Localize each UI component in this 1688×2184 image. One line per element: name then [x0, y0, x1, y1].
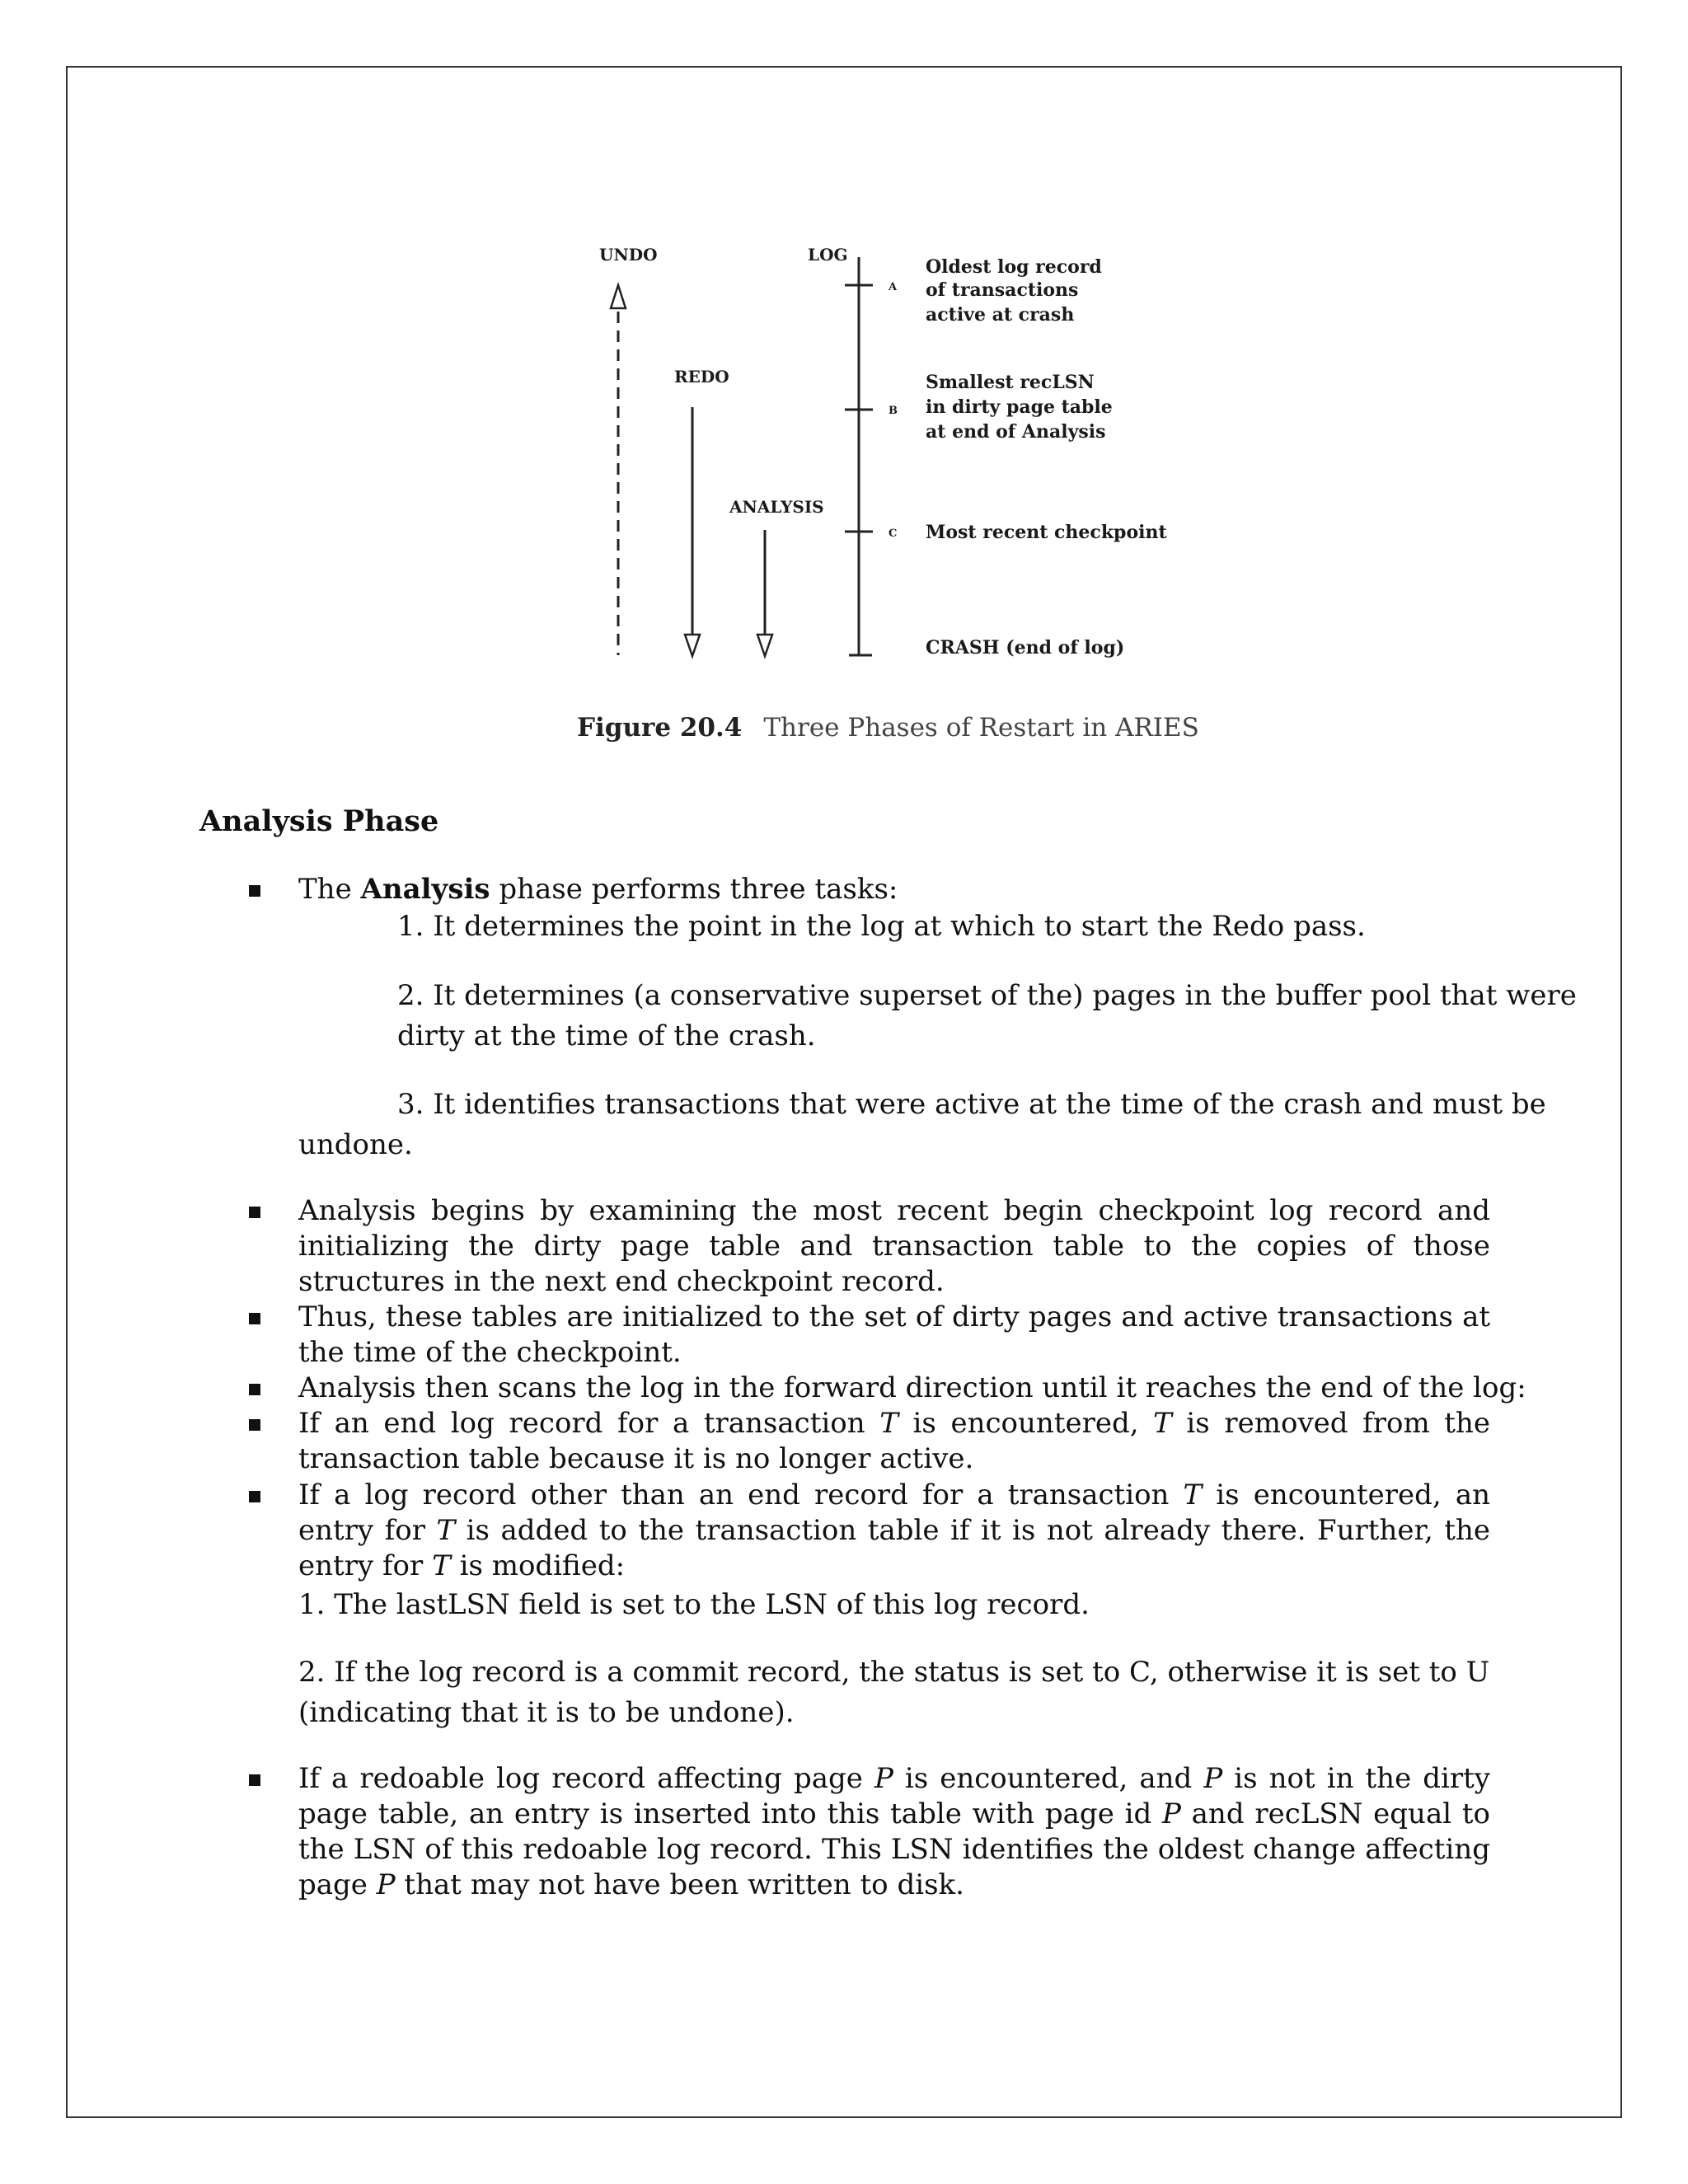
desc-crash: CRASH (end of log): [926, 637, 1125, 658]
desc-a-line1: Oldest log record: [926, 256, 1102, 278]
bullet-text: is not in the dirty page table, an entry is inserted into this table with page id: [298, 1762, 1490, 1830]
sub-item-2-line2: (indicating that it is to be undone).: [298, 1696, 795, 1729]
desc-c: Most recent checkpoint: [926, 522, 1167, 543]
var-p: P: [1203, 1762, 1223, 1795]
figure-caption: [577, 713, 1203, 743]
var-t: T: [432, 1549, 451, 1582]
mark-b: B: [889, 405, 898, 417]
var-p: P: [874, 1762, 893, 1795]
bullet-marker: [249, 1207, 260, 1218]
undo-label: UNDO: [599, 245, 658, 265]
sub-item-2-line1: 2. If the log record is a commit record, the status is set to C, otherwise it is set to U: [298, 1656, 1490, 1689]
var-t: T: [1183, 1479, 1203, 1511]
bullet-text: that may not have been written to disk.: [395, 1868, 964, 1901]
bullet-text: is modified:: [450, 1549, 626, 1582]
intro-bold-term: Analysis: [360, 873, 490, 906]
task-3-line1: 3. It identifies transactions that were active at the time of the crash and must be: [397, 1088, 1546, 1121]
task-1: 1. It determines the point in the log at which to start the Redo pass.: [397, 910, 1366, 943]
bullet-text: is added to the transaction table if it is not already there. Further, the entry for: [298, 1514, 1490, 1582]
bullet-text: is removed from the transaction table because it is no longer active.: [298, 1407, 1490, 1475]
bullet-marker: [249, 1419, 260, 1431]
bullet-text: If an end log record for a transaction: [298, 1407, 880, 1440]
figure-caption-text: Three Phases of Restart in ARIES: [763, 713, 1199, 743]
task-2-line2: dirty at the time of the crash.: [397, 1019, 816, 1052]
aries-restart-diagram: [0, 0, 1688, 742]
undo-arrowhead-icon: [611, 285, 626, 308]
analysis-label: ANALYSIS: [729, 497, 824, 517]
bullet-paragraph: [298, 1478, 1490, 1584]
intro-text: The: [298, 873, 361, 906]
mark-c: C: [889, 527, 898, 540]
bullet-text: If a log record other than an end record for a transaction: [298, 1479, 1184, 1511]
var-t: T: [879, 1407, 898, 1440]
intro-text-end: phase performs three tasks:: [490, 873, 898, 906]
bullet-paragraph: [298, 1761, 1490, 1903]
analysis-arrowhead-icon: [757, 635, 772, 656]
figure-caption-number: Figure 20.4: [577, 713, 743, 743]
bullet-paragraph: Thus, these tables are initialized to the set of dirty pages and active transactions at the time of the checkpoint.: [298, 1301, 1490, 1369]
desc-b-line3: at end of Analysis: [926, 421, 1106, 443]
task-3-line2: undone.: [298, 1128, 413, 1161]
var-t: T: [436, 1514, 456, 1547]
desc-b-line1: Smallest recLSN: [926, 372, 1095, 393]
redo-arrowhead-icon: [685, 635, 700, 656]
mark-a: A: [889, 281, 898, 293]
bullet-text: is encountered, an entry for: [298, 1479, 1490, 1547]
redo-label: REDO: [674, 367, 729, 387]
section-heading: Analysis Phase: [199, 804, 439, 838]
bullet-paragraph: [298, 1406, 1490, 1477]
bullet-paragraph: Analysis then scans the log in the forward direction until it reaches the end of the log:: [298, 1371, 1526, 1404]
desc-b-line2: in dirty page table: [926, 396, 1113, 418]
desc-a-line2: of transactions: [926, 279, 1079, 301]
log-label: LOG: [808, 245, 848, 265]
bullet-marker: [249, 885, 260, 897]
bullet-text: is encountered,: [898, 1407, 1154, 1440]
sub-item-1: 1. The lastLSN field is set to the LSN of this log record.: [298, 1588, 1090, 1621]
bullet-marker: [249, 1774, 260, 1786]
bullet-text: is encountered, and: [893, 1762, 1204, 1795]
var-p: P: [376, 1868, 396, 1901]
intro-paragraph: [298, 872, 1490, 907]
bullet-text: and recLSN equal to the LSN of this redoable log record. This LSN identifies the oldest change affecting page: [298, 1797, 1490, 1901]
bullet-marker: [249, 1491, 260, 1502]
bullet-paragraph: Analysis begins by examining the most recent begin checkpoint log record and initializing the dirty page table and transaction table to the copies of those structures in the next end checkpoint record.: [298, 1194, 1490, 1298]
var-p: P: [1162, 1797, 1181, 1830]
task-2-line1: 2. It determines (a conservative superset of the) pages in the buffer pool that were: [397, 979, 1577, 1012]
desc-a-line3: active at crash: [926, 304, 1075, 326]
bullet-marker: [249, 1313, 260, 1324]
bullet-marker: [249, 1384, 260, 1395]
var-t: T: [1153, 1407, 1172, 1440]
bullet-text: If a redoable log record affecting page: [298, 1762, 874, 1795]
